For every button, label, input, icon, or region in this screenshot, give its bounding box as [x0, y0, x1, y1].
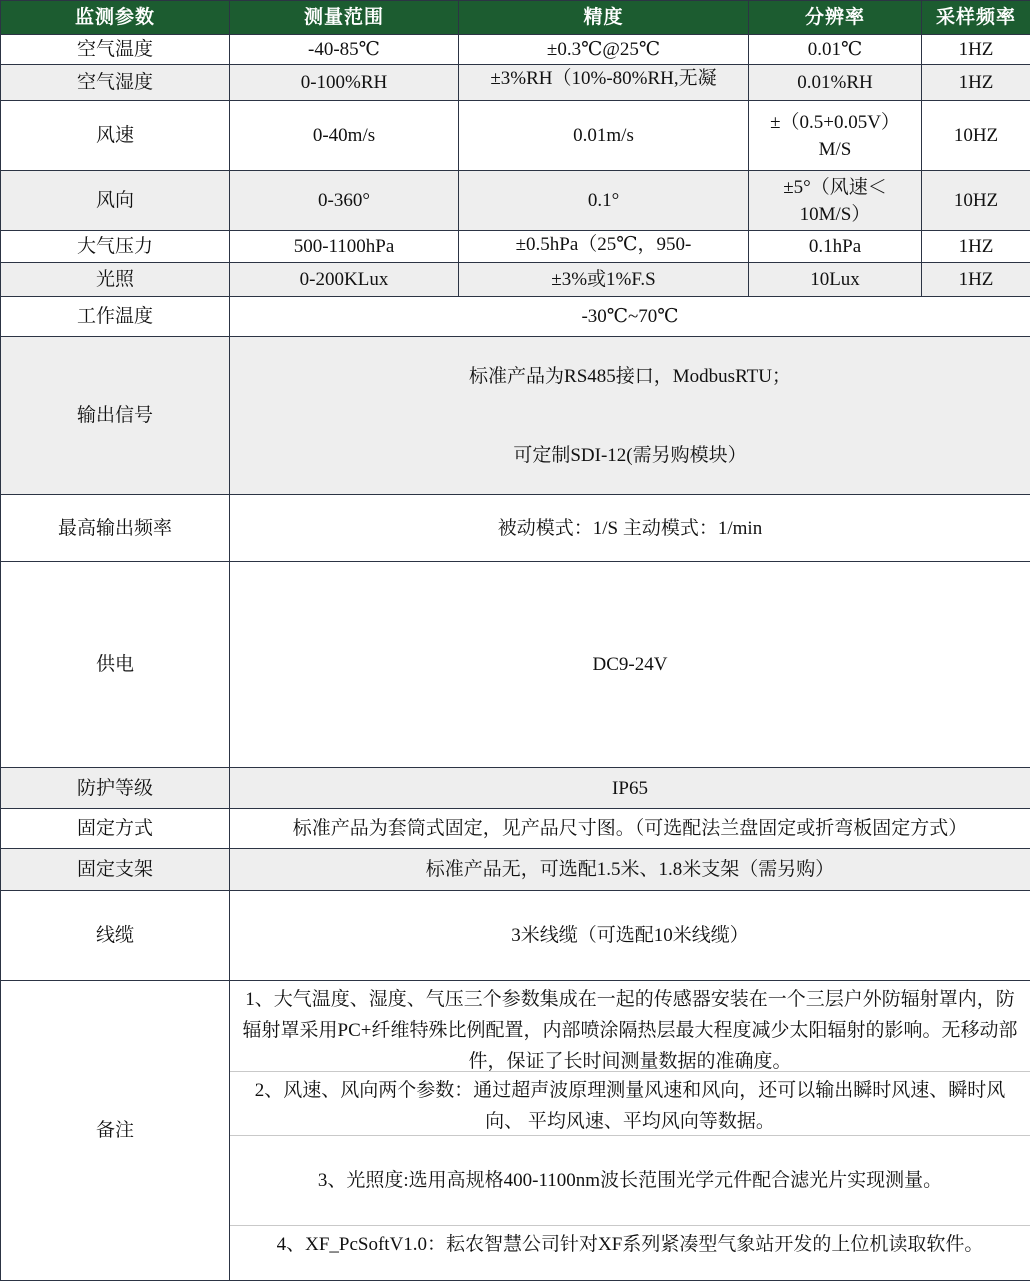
table-row-wind-direction: [1, 171, 1030, 231]
table-row-mount: [1, 809, 1030, 849]
rate-cell: 1HZ: [922, 35, 1030, 65]
table-row-air-humidity: [1, 65, 1030, 101]
table-row-air-temp: [1, 35, 1030, 65]
row-label: 光照: [1, 263, 230, 297]
row-label: 备注: [1, 981, 230, 1281]
resolution-cell: 0.01℃: [749, 35, 922, 65]
note-item-1: 1、大气温度、湿度、气压三个参数集成在一起的传感器安装在一个三层户外防辐射罩内，防辐射罩采用PC+纤维特殊比例配置，内部喷涂隔热层最大程度减少太阳辐射的影响。无移动部件，保证了长时间测量数据的准确度。: [230, 981, 1030, 1072]
output-signal-value: [230, 337, 1030, 495]
table-row-max-freq: [1, 495, 1030, 562]
range-cell: 0-100%RH: [230, 65, 459, 101]
row-label: 固定支架: [1, 849, 230, 891]
protection-value: IP65: [230, 768, 1030, 809]
row-label: 防护等级: [1, 768, 230, 809]
resolution-cell: 0.01%RH: [749, 65, 922, 101]
accuracy-cell: ±3%或1%F.S: [459, 263, 749, 297]
rate-cell: 1HZ: [922, 65, 1030, 101]
table-row-output-signal: [1, 337, 1030, 495]
resolution-line1: ±5°（风速＜: [753, 174, 917, 201]
range-cell: -40-85℃: [230, 35, 459, 65]
table-row-cable: [1, 891, 1030, 981]
note-item-2: 2、风速、风向两个参数：通过超声波原理测量风速和风向，还可以输出瞬时风速、瞬时风向、 平均风速、平均风向等数据。: [230, 1072, 1030, 1136]
accuracy-cell: ±3%RH（10%-80%RH,无凝: [459, 65, 749, 101]
mount-value: 标准产品为套筒式固定，见产品尺寸图。（可选配法兰盘固定或折弯板固定方式）: [230, 809, 1030, 849]
work-temp-value: -30℃~70℃: [230, 297, 1030, 337]
note-item-4: 4、XF_PcSoftV1.0：耘农智慧公司针对XF系列紧凑型气象站开发的上位机读取软件。: [230, 1226, 1030, 1280]
max-freq-value: 被动模式：1/S 主动模式：1/min: [230, 495, 1030, 562]
note-item-3: 3、光照度:选用高规格400-1100nm波长范围光学元件配合滤光片实现测量。: [230, 1136, 1030, 1226]
range-cell: 500-1100hPa: [230, 231, 459, 263]
table-row-bracket: [1, 849, 1030, 891]
notes-list: [230, 981, 1030, 1280]
resolution-cell: [749, 101, 922, 171]
accuracy-cell: ±0.5hPa（25℃，950-: [459, 231, 749, 263]
power-value: DC9-24V: [230, 562, 1030, 768]
resolution-cell: 10Lux: [749, 263, 922, 297]
resolution-line2: 10M/S）: [753, 201, 917, 228]
header-row: [1, 1, 1030, 35]
cable-value: 3米线缆（可选配10米线缆）: [230, 891, 1030, 981]
rate-cell: 1HZ: [922, 263, 1030, 297]
row-label: 风速: [1, 101, 230, 171]
resolution-cell: 0.1hPa: [749, 231, 922, 263]
rate-cell: 1HZ: [922, 231, 1030, 263]
row-label: 大气压力: [1, 231, 230, 263]
header-param: 监测参数: [1, 1, 230, 35]
header-accuracy: 精度: [459, 1, 749, 35]
resolution-cell: [749, 171, 922, 231]
row-label: 供电: [1, 562, 230, 768]
row-label: 输出信号: [1, 337, 230, 495]
rate-cell: 10HZ: [922, 101, 1030, 171]
range-cell: 0-360°: [230, 171, 459, 231]
table-row-work-temp: [1, 297, 1030, 337]
range-cell: 0-40m/s: [230, 101, 459, 171]
row-label: 工作温度: [1, 297, 230, 337]
row-label: 空气温度: [1, 35, 230, 65]
rate-cell: 10HZ: [922, 171, 1030, 231]
output-line2: 可定制SDI-12(需另购模块）: [234, 442, 1026, 469]
table-row-wind-speed: [1, 101, 1030, 171]
row-label: 风向: [1, 171, 230, 231]
notes-cell: [230, 981, 1030, 1281]
resolution-line1: ±（0.5+0.05V）: [753, 109, 917, 136]
header-resolution: 分辨率: [749, 1, 922, 35]
output-line1: 标准产品为RS485接口，ModbusRTU；: [234, 363, 1026, 390]
accuracy-cell: 0.01m/s: [459, 101, 749, 171]
row-label: 固定方式: [1, 809, 230, 849]
table-row-power: [1, 562, 1030, 768]
row-label: 最高输出频率: [1, 495, 230, 562]
table-row-protection: [1, 768, 1030, 809]
bracket-value: 标准产品无，可选配1.5米、1.8米支架（需另购）: [230, 849, 1030, 891]
header-range: 测量范围: [230, 1, 459, 35]
table-row-pressure: [1, 231, 1030, 263]
resolution-line2: M/S: [753, 136, 917, 163]
row-label: 空气湿度: [1, 65, 230, 101]
header-rate: 采样频率: [922, 1, 1030, 35]
table-row-illuminance: [1, 263, 1030, 297]
accuracy-cell: ±0.3℃@25℃: [459, 35, 749, 65]
range-cell: 0-200KLux: [230, 263, 459, 297]
row-label: 线缆: [1, 891, 230, 981]
accuracy-cell: 0.1°: [459, 171, 749, 231]
table-row-notes: [1, 981, 1030, 1281]
